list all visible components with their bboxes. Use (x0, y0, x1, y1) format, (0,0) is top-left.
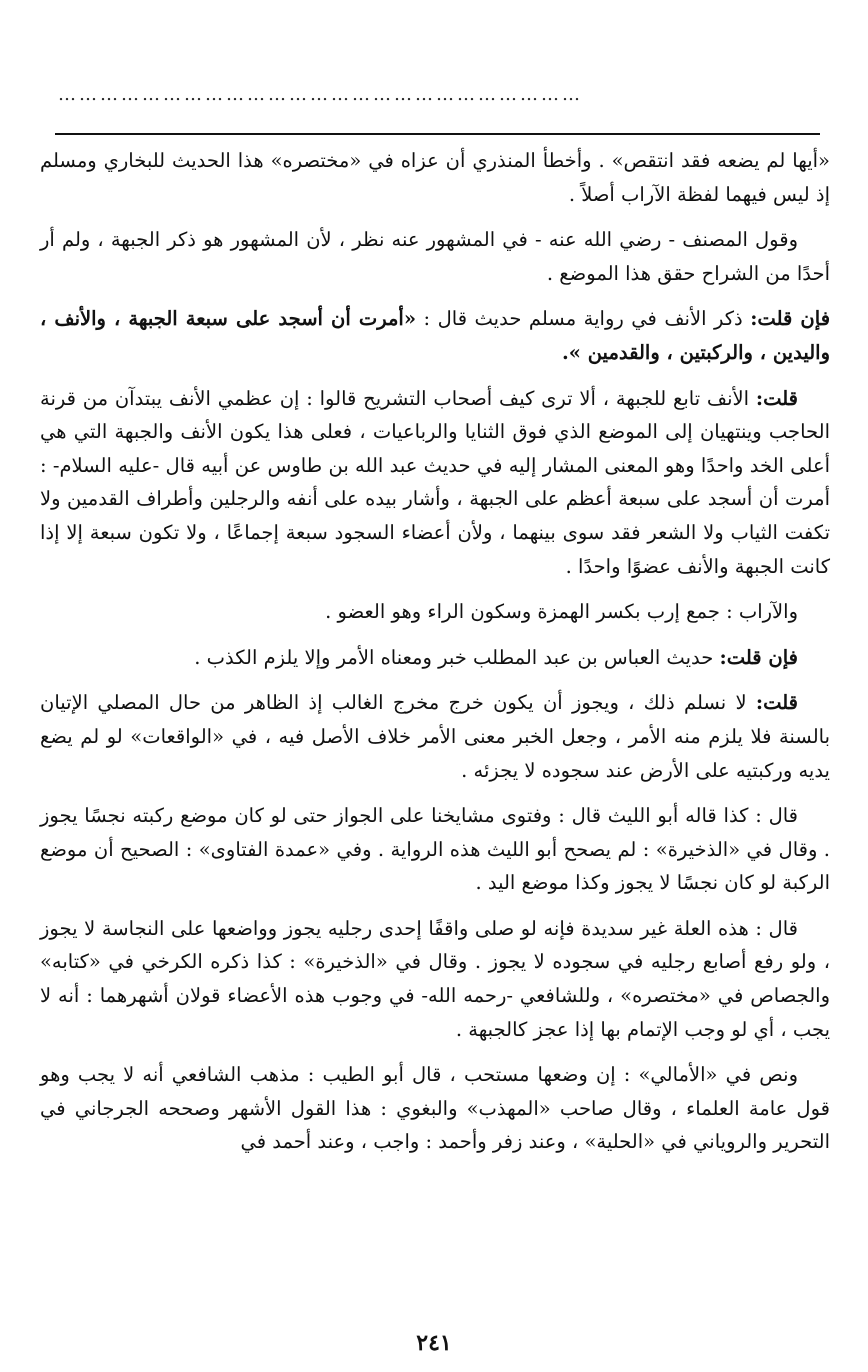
paragraph-9 (40, 912, 830, 1046)
paragraph-text: «أيها لم يضعه فقد انتقص» . وأخطأ المنذري أن عزاه في «مختصره» هذا الحديث للبخاري ومسلم إذ ليس فيهما لفظة الآراب أصلاً . (40, 149, 830, 206)
hadith-quote: «أمرت أن أسجد على سبعة الجبهة ، والأنف ، واليدين ، والركبتين ، والقدمين ». (40, 307, 830, 364)
paragraph-text: ذكر الأنف في رواية مسلم حديث قال : (416, 307, 751, 331)
paragraph-5 (40, 595, 830, 629)
body-text (40, 144, 830, 1171)
paragraph-lead: فإن قلت: (719, 645, 798, 669)
horizontal-rule (55, 133, 820, 135)
paragraph-lead: قلت: (755, 386, 798, 410)
paragraph-10 (40, 1058, 830, 1159)
paragraph-lead: قلت: (755, 691, 798, 715)
paragraph-text: الأنف تابع للجبهة ، ألا ترى كيف أصحاب التشريح قالوا : إن عظمي الأنف يبتدآن من قرنة الحاجب وينتهيان إلى الموضع الذي فوق الثنايا والرباعيات ، فعلى هذا يكون الأنف والجبهة التي هي أعلى الخد واحدًا وهو المعنى المشار إليه في حديث عبد الله بن طاوس عن أبيه قال -عليه السلام- : أمرت أن أسجد على سبعة أعظم على الجبهة ، وأشار بيده على أنفه والرجلين وأطراف القدمين ولا تكفت الثياب ولا الشعر فقد سوى بينهما ، ولأن أعضاء السجود سبعة إجماعًا ، ولا تكون سبعة إلا إذا كانت الجبهة والأنف عضوًا واحدًا . (40, 386, 830, 578)
paragraph-text: ونص في «الأمالي» : إن وضعها مستحب ، قال أبو الطيب : مذهب الشافعي أنه لا يجب وهو قول عامة العلماء ، وقال صاحب «المهذب» والبغوي : هذا القول الأشهر وصححه الجرجاني في التحرير والروياني في «الحلية» ، وعند زفر وأحمد : واجب ، وعند أحمد في (40, 1063, 830, 1154)
paragraph-text: وقول المصنف - رضي الله عنه - في المشهور عنه نظر ، لأن المشهور هو ذكر الجبهة ، ولم أر أحدًا من الشراح حقق هذا الموضع . (40, 228, 830, 285)
paragraph-4 (40, 382, 830, 584)
paragraph-8 (40, 799, 830, 900)
paragraph-1 (40, 144, 830, 211)
page-number: ٢٤١ (416, 1330, 452, 1356)
paragraph-lead: فإن قلت: (750, 307, 831, 331)
paragraph-text: والآراب : جمع إرب بكسر الهمزة وسكون الراء وهو العضو . (325, 600, 798, 624)
paragraph-6 (40, 641, 830, 675)
paragraph-7 (40, 686, 830, 787)
paragraph-text: لا نسلم ذلك ، ويجوز أن يكون خرج مخرج الغالب إذ الظاهر من حال المصلي الإتيان بالسنة فلا يلزم منه الأمر ، وجعل الخبر معنى الأمر خلاف الأصل فيه ، في «الواقعات» لو لم يضع يديه وركبتيه على الأرض عند سجوده لا يجزئه . (40, 691, 830, 782)
paragraph-text: قال : هذه العلة غير سديدة فإنه لو صلى واقفًا إحدى رجليه يجوز وواضعها على النجاسة لا يجوز ، ولو رفع أصابع رجليه في سجوده لا يجوز . وقال في «الذخيرة» : كذا ذكره الكرخي في «كتابه» والجصاص في «مختصره» ، وللشافعي -رحمه الله- في وجوب هذه الأعضاء قولان أشهرهما : أنه لا يجب ، أي لو وجب الإتمام بها إذا عجز كالجبهة . (40, 916, 830, 1041)
paragraph-text: حديث العباس بن عبد المطلب خبر ومعناه الأمر وإلا يلزم الكذب . (194, 645, 720, 669)
paragraph-2 (40, 223, 830, 290)
paragraph-3 (40, 302, 830, 369)
footnote-separator-dots: ………………………………………………………………… (58, 84, 583, 105)
paragraph-text: قال : كذا قاله أبو الليث قال : وفتوى مشايخنا على الجواز حتى لو كان موضع ركبته نجسًا يجوز . وقال في «الذخيرة» : لم يصحح أبو الليث هذه الرواية . وفي «عمدة الفتاوى» : الصحيح أن موضع الركبة لو كان نجسًا لا يجوز وكذا موضع اليد . (40, 804, 830, 895)
